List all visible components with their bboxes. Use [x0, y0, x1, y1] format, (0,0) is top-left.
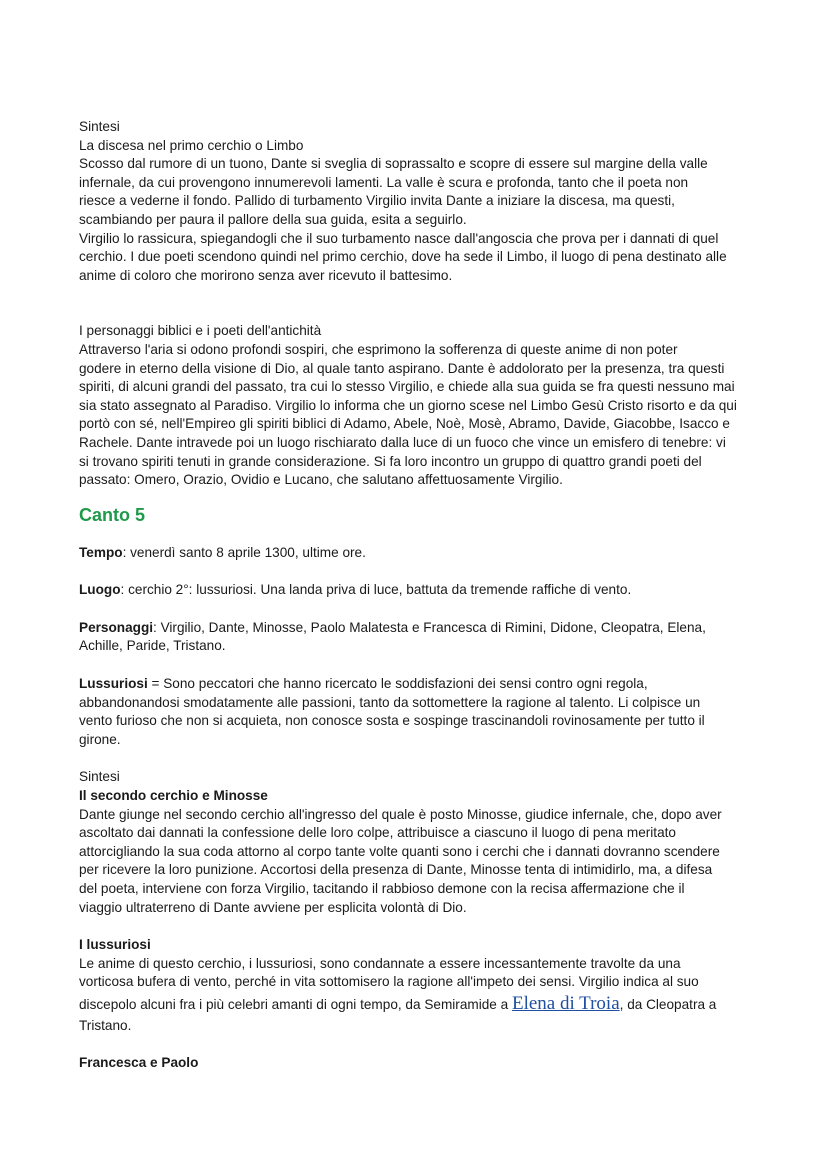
- paragraph-line: per ricevere la loro punizione. Accortosi della presenza di Dante, Minosse tenta di intimidirlo, ma, a difesa: [79, 862, 713, 878]
- paragraph-line: Virgilio lo rassicura, spiegandogli che il suo turbamento nasce dall'angoscia che prova per i dannati di quel: [79, 230, 719, 246]
- luogo-row: [79, 581, 759, 600]
- personaggi-row: [79, 619, 759, 656]
- luogo-label: Luogo: [79, 582, 121, 598]
- paragraph-line: cerchio. I due poeti scendono quindi nel primo cerchio, dove ha sede il Limbo, il luogo di pena destinato alle: [79, 249, 727, 265]
- lussuriosi-section: [79, 936, 759, 1035]
- paragraph-line: si trovano spiriti tenuti in grande considerazione. Si fa loro incontro un gruppo di quattro grandi poeti del: [79, 453, 702, 469]
- paragraph-line: riesce a vederne il fondo. Pallido di turbamento Virgilio invita Dante a iniziare la discesa, ma questi,: [79, 193, 675, 209]
- paragraph-line: vorticosa bufera di vento, perché in vita sottomisero la ragione all'impeto dei sensi. Virgilio indica al suo: [79, 974, 699, 990]
- lussuriosi-label: Lussuriosi: [79, 676, 148, 692]
- paragraph-line: sia stato assegnato al Paradiso. Virgilio lo informa che un giorno scese nel Limbo Gesù Cristo risorto e da qui: [79, 397, 737, 413]
- section-subtitle: I personaggi biblici e i poeti dell'antichità: [79, 323, 322, 339]
- sintesi-minosse-section: [79, 768, 759, 917]
- tempo-value: : venerdì santo 8 aprile 1300, ultime ore.: [122, 544, 366, 560]
- paragraph-line: attorcigliando la sua coda attorno al corpo tante volte quanti sono i cerchi che i dannati dovranno scendere: [79, 843, 720, 859]
- tempo-label: Tempo: [79, 544, 123, 560]
- paragraph-line: infernale, da cui provengono innumerevoli lamenti. La valle è scura e profonda, tanto che il poeta non: [79, 174, 689, 190]
- paragraph-line: portò con sé, nell'Empireo gli spiriti biblici di Adamo, Abele, Noè, Mosè, Abramo, Davide, Giacobbe, Isacco e: [79, 416, 730, 432]
- section-subtitle: Il secondo cerchio e Minosse: [79, 788, 268, 804]
- sintesi-limbo-section: [79, 118, 759, 285]
- luogo-value: : cerchio 2°: lussuriosi. Una landa priva di luce, battuta da tremende raffiche di vento.: [120, 582, 632, 598]
- elena-di-troia-link[interactable]: Elena di Troia: [511, 992, 620, 1014]
- personaggi-label: Personaggi: [79, 619, 154, 635]
- paragraph-line: viaggio ultraterreno di Dante avviene per esplicita volontà di Dio.: [79, 899, 467, 915]
- paragraph-line: ascoltato dai dannati la confessione delle loro colpe, attribuisce a ciascuno il luogo di pena meritato: [79, 825, 676, 841]
- personaggi-value: : Virgilio, Dante, Minosse, Paolo Malatesta e Francesca di Rimini, Didone, Cleopatra, Elena,: [153, 619, 706, 635]
- paragraph-line: Rachele. Dante intravede poi un luogo rischiarato dalla luce di un fuoco che vince un emisfero di tenebre: vi: [79, 434, 726, 450]
- section-subtitle: La discesa nel primo cerchio o Limbo: [79, 137, 304, 153]
- canto-heading: Canto 5: [79, 504, 146, 525]
- paragraph-line: Tristano.: [79, 1017, 132, 1033]
- paragraph-line: Dante giunge nel secondo cerchio all'ingresso del quale è posto Minosse, giudice infernale, che, dopo aver: [79, 806, 722, 822]
- paragraph-line: girone.: [79, 731, 121, 747]
- sintesi-label: Sintesi: [79, 119, 120, 134]
- paragraph-line: godere in eterno della visione di Dio, al quale tanto aspirano. Dante è addolorato per la presenza, tra questi: [79, 360, 725, 376]
- paragraph-text: discepolo alcuni fra i più celebri amanti di ogni tempo, da Semiramide a: [79, 996, 512, 1012]
- paragraph-line: vento furioso che non si acquieta, non conosce sosta e sospinge trascinandoli rovinosamente per tutto il: [79, 713, 705, 729]
- document-page: [79, 118, 759, 1072]
- paragraph-text: , da Cleopatra a: [619, 996, 717, 1012]
- paragraph-line: passato: Omero, Orazio, Ovidio e Lucano, che salutano affettuosamente Virgilio.: [79, 472, 563, 488]
- paragraph-line: abbandonandosi smodatamente alle passioni, tanto da sottomettere la ragione al talento. Li colpisce un: [79, 694, 701, 710]
- personaggi-value-cont: Achille, Paride, Tristano.: [79, 638, 226, 654]
- section-subtitle: I lussuriosi: [79, 937, 151, 953]
- paragraph-line: Scosso dal rumore di un tuono, Dante si sveglia di soprassalto e scopre di essere sul margine della valle: [79, 156, 708, 172]
- personaggi-biblici-section: [79, 322, 759, 489]
- section-subtitle: Francesca e Paolo: [79, 1054, 199, 1070]
- paragraph-line: scambiando per paura il pallore della sua guida, esita a seguirlo.: [79, 211, 467, 227]
- sintesi-label: Sintesi: [79, 769, 120, 785]
- paragraph-line: anime di coloro che morirono senza aver ricevuto il battesimo.: [79, 267, 453, 283]
- paragraph-line: spiriti, di alcuni grandi del passato, tra cui lo stesso Virgilio, e chiede alla sua guida se fra questi nessuno mai: [79, 379, 735, 395]
- paragraph-line: Le anime di questo cerchio, i lussuriosi, sono condannate a essere incessantemente travolte da una: [79, 955, 681, 971]
- lussuriosi-value: = Sono peccatori che hanno ricercato le soddisfazioni dei sensi contro ogni regola,: [147, 676, 648, 692]
- paragraph-line: del poeta, interviene con forza Virgilio, tacitando il rabbioso demone con la recisa affermazione che il: [79, 881, 685, 896]
- tempo-row: [79, 544, 759, 563]
- francesca-paolo-section: [79, 1054, 759, 1073]
- lussuriosi-definition: [79, 675, 759, 749]
- paragraph-line: Attraverso l'aria si odono profondi sospiri, che esprimono la sofferenza di queste anime di non poter: [79, 341, 678, 357]
